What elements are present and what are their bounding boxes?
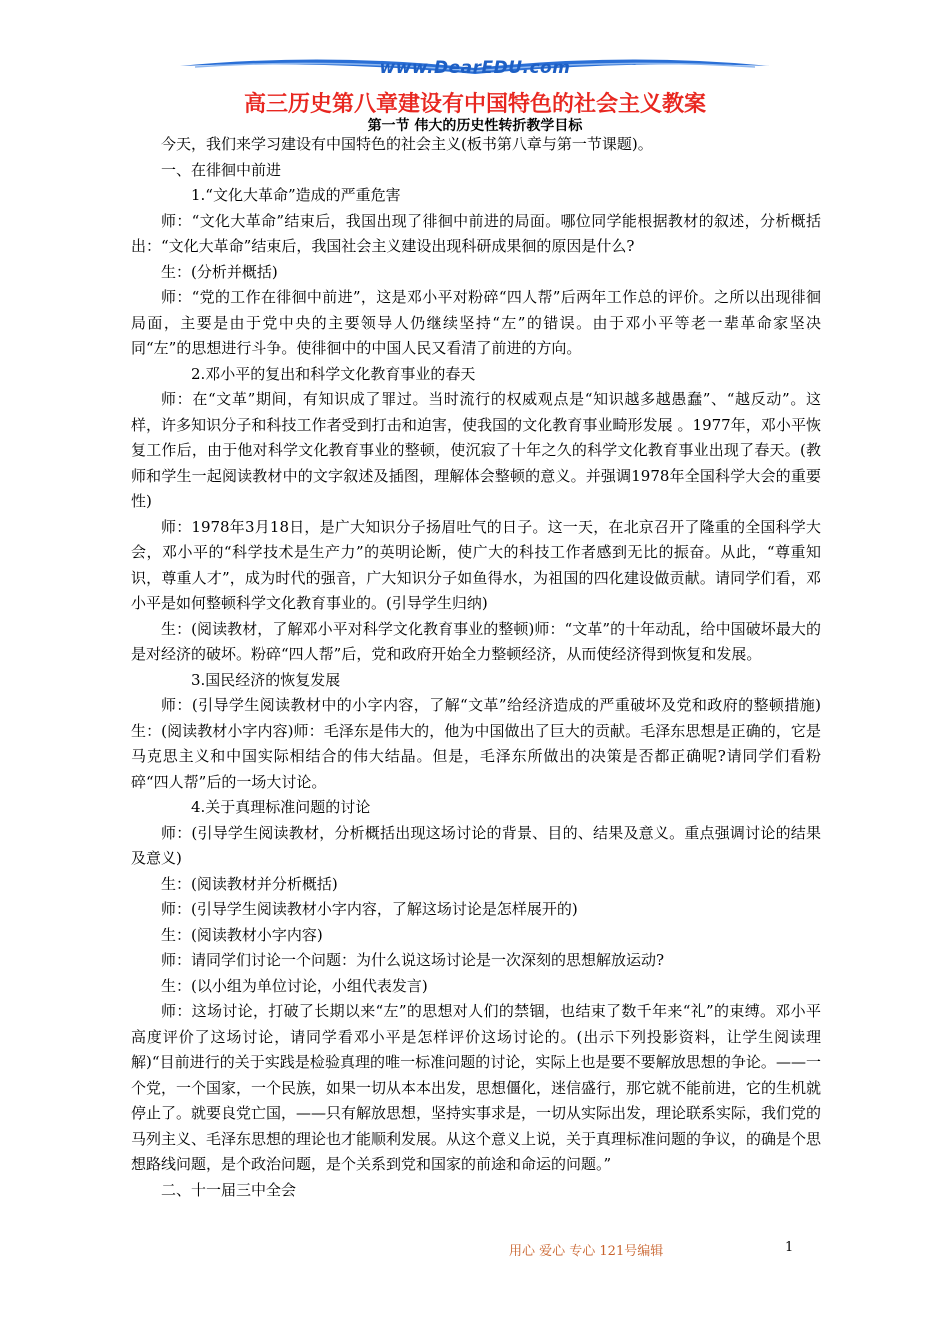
paragraph: 师：(引导学生阅读教材中的小字内容，了解“文革”给经济造成的严重破坏及党和政府的整顿措施)生：(阅读教材小字内容)师：毛泽东是伟大的，他为中国做出了巨大的贡献。毛泽东思想是正确的，它是马克思主义和中国实际相结合的伟大结晶。但是，毛泽东所做出的决策是否都正确呢?请同学们看粉碎“四人帮”后的一场大讨论。 [131, 696, 821, 791]
paragraph: 一、在徘徊中前进 [161, 160, 282, 179]
footer-note: 用心 爱心 专心 121号编辑 [509, 1244, 664, 1259]
page-number: 1 [785, 1240, 794, 1255]
paragraph: 师：(引导学生阅读教材小字内容，了解这场讨论是怎样展开的) [161, 900, 578, 918]
site-url: www.DearEDU.com [379, 58, 571, 78]
paragraph: 师：(引导学生阅读教材，分析概括出现这场讨论的背景、目的、结果及意义。重点强调讨论的结果及意义) [131, 823, 821, 867]
paragraph: 师：请同学们讨论一个问题：为什么说这场讨论是一次深刻的思想解放运动? [161, 951, 665, 969]
paragraph: 生：(阅读教材并分析概括) [161, 874, 338, 893]
subsection-heading: 2.邓小平的复出和科学文化教育事业的春天 [191, 364, 476, 383]
subsection-heading: 4.关于真理标准问题的讨论 [191, 798, 371, 816]
paragraph: 生：(分析并概括) [161, 262, 278, 281]
paragraph: 今天，我们来学习建设有中国特色的社会主义(板书第八章与第一节课题)。 [161, 135, 653, 153]
paragraph: 师：在“文革”期间，有知识成了罪过。当时流行的权威观点是“知识越多越愚蠢”、“越反动”。这样，许多知识分子和科技工作者受到打击和迫害，使我国的文化教育事业畸形发展 。1977年，邓小平恢复工作后，由于他对科学文化教育事业的整顿，使沉寂了十年之久的科学文化教育事业出现了春天。(教师和学生一起阅读教材中的文字叙述及插图，理解体会整顿的意义。并强调1978年全国科学大会的重要性) [131, 390, 821, 510]
paragraph: 生：(阅读教材，了解邓小平对科学文化教育事业的整顿)师：“文革”的十年动乱，给中国破坏最大的是对经济的破坏。粉碎“四人帮”后，党和政府开始全力整顿经济，从而使经济得到恢复和发展。 [131, 619, 821, 663]
paragraph: 师：“党的工作在徘徊中前进”，这是邓小平对粉碎“四人帮”后两年工作总的评价。之所以出现徘徊局面，主要是由于党中央的主要领导人仍继续坚持“左”的错误。由于邓小平等老一辈革命家坚决同“左”的思想进行斗争。使徘徊中的中国人民又看清了前进的方向。 [131, 288, 821, 357]
paragraph: 师：“文化大革命”结束后，我国出现了徘徊中前进的局面。哪位同学能根据教材的叙述，分析概括出：“文化大革命”结束后，我国社会主义建设出现科研成果徊的原因是什么? [131, 211, 821, 255]
document-title: 高三历史第八章建设有中国特色的社会主义教案 [243, 92, 706, 117]
paragraph: 师：1978年3月18日，是广大知识分子扬眉吐气的日子。这一天，在北京召开了隆重的全国科学大会，邓小平的“科学技术是生产力”的英明论断，使广大的科技工作者感到无比的振奋。从此，“尊重知识，尊重人才”，成为时代的强音，广大知识分子如鱼得水，为祖国的四化建设做贡献。请同学们看，邓小平是如何整顿科学文化教育事业的。(引导学生归纳) [131, 517, 821, 612]
paragraph: 师：这场讨论，打破了长期以来“左”的思想对人们的禁锢，也结束了数千年来“礼”的束缚。邓小平高度评价了这场讨论，请同学看邓小平是怎样评价这场讨论的。(出示下列投影资料，让学生阅读理解)“目前进行的关于实践是检验真理的唯一标准问题的讨论，实际上也是要不要解放思想的争论。——一个党，一个国家，一个民族，如果一切从本本出发，思想僵化，迷信盛行，那它就不能前进，它的生机就停止了。就要良党亡国，——只有解放思想，坚持实事求是，一切从实际出发，理论联系实际，我们党的马列主义、毛泽东思想的理论也才能顺利发展。从这个意义上说，关于真理标准问题的争议，的确是个思想路线问题，是个政治问题，是个关系到党和国家的前途和命运的问题。” [131, 1002, 822, 1173]
document-body [131, 132, 821, 1203]
subsection-heading: 1.“文化大革命”造成的严重危害 [191, 186, 401, 204]
subsection-heading: 3.国民经济的恢复发展 [191, 670, 341, 689]
paragraph: 生：(以小组为单位讨论，小组代表发言) [161, 976, 428, 995]
paragraph: 生：(阅读教材小字内容) [161, 925, 323, 944]
paragraph: 二、十一届三中全会 [161, 1180, 297, 1199]
section-subtitle: 第一节 伟大的历史性转折教学目标 [367, 118, 583, 134]
